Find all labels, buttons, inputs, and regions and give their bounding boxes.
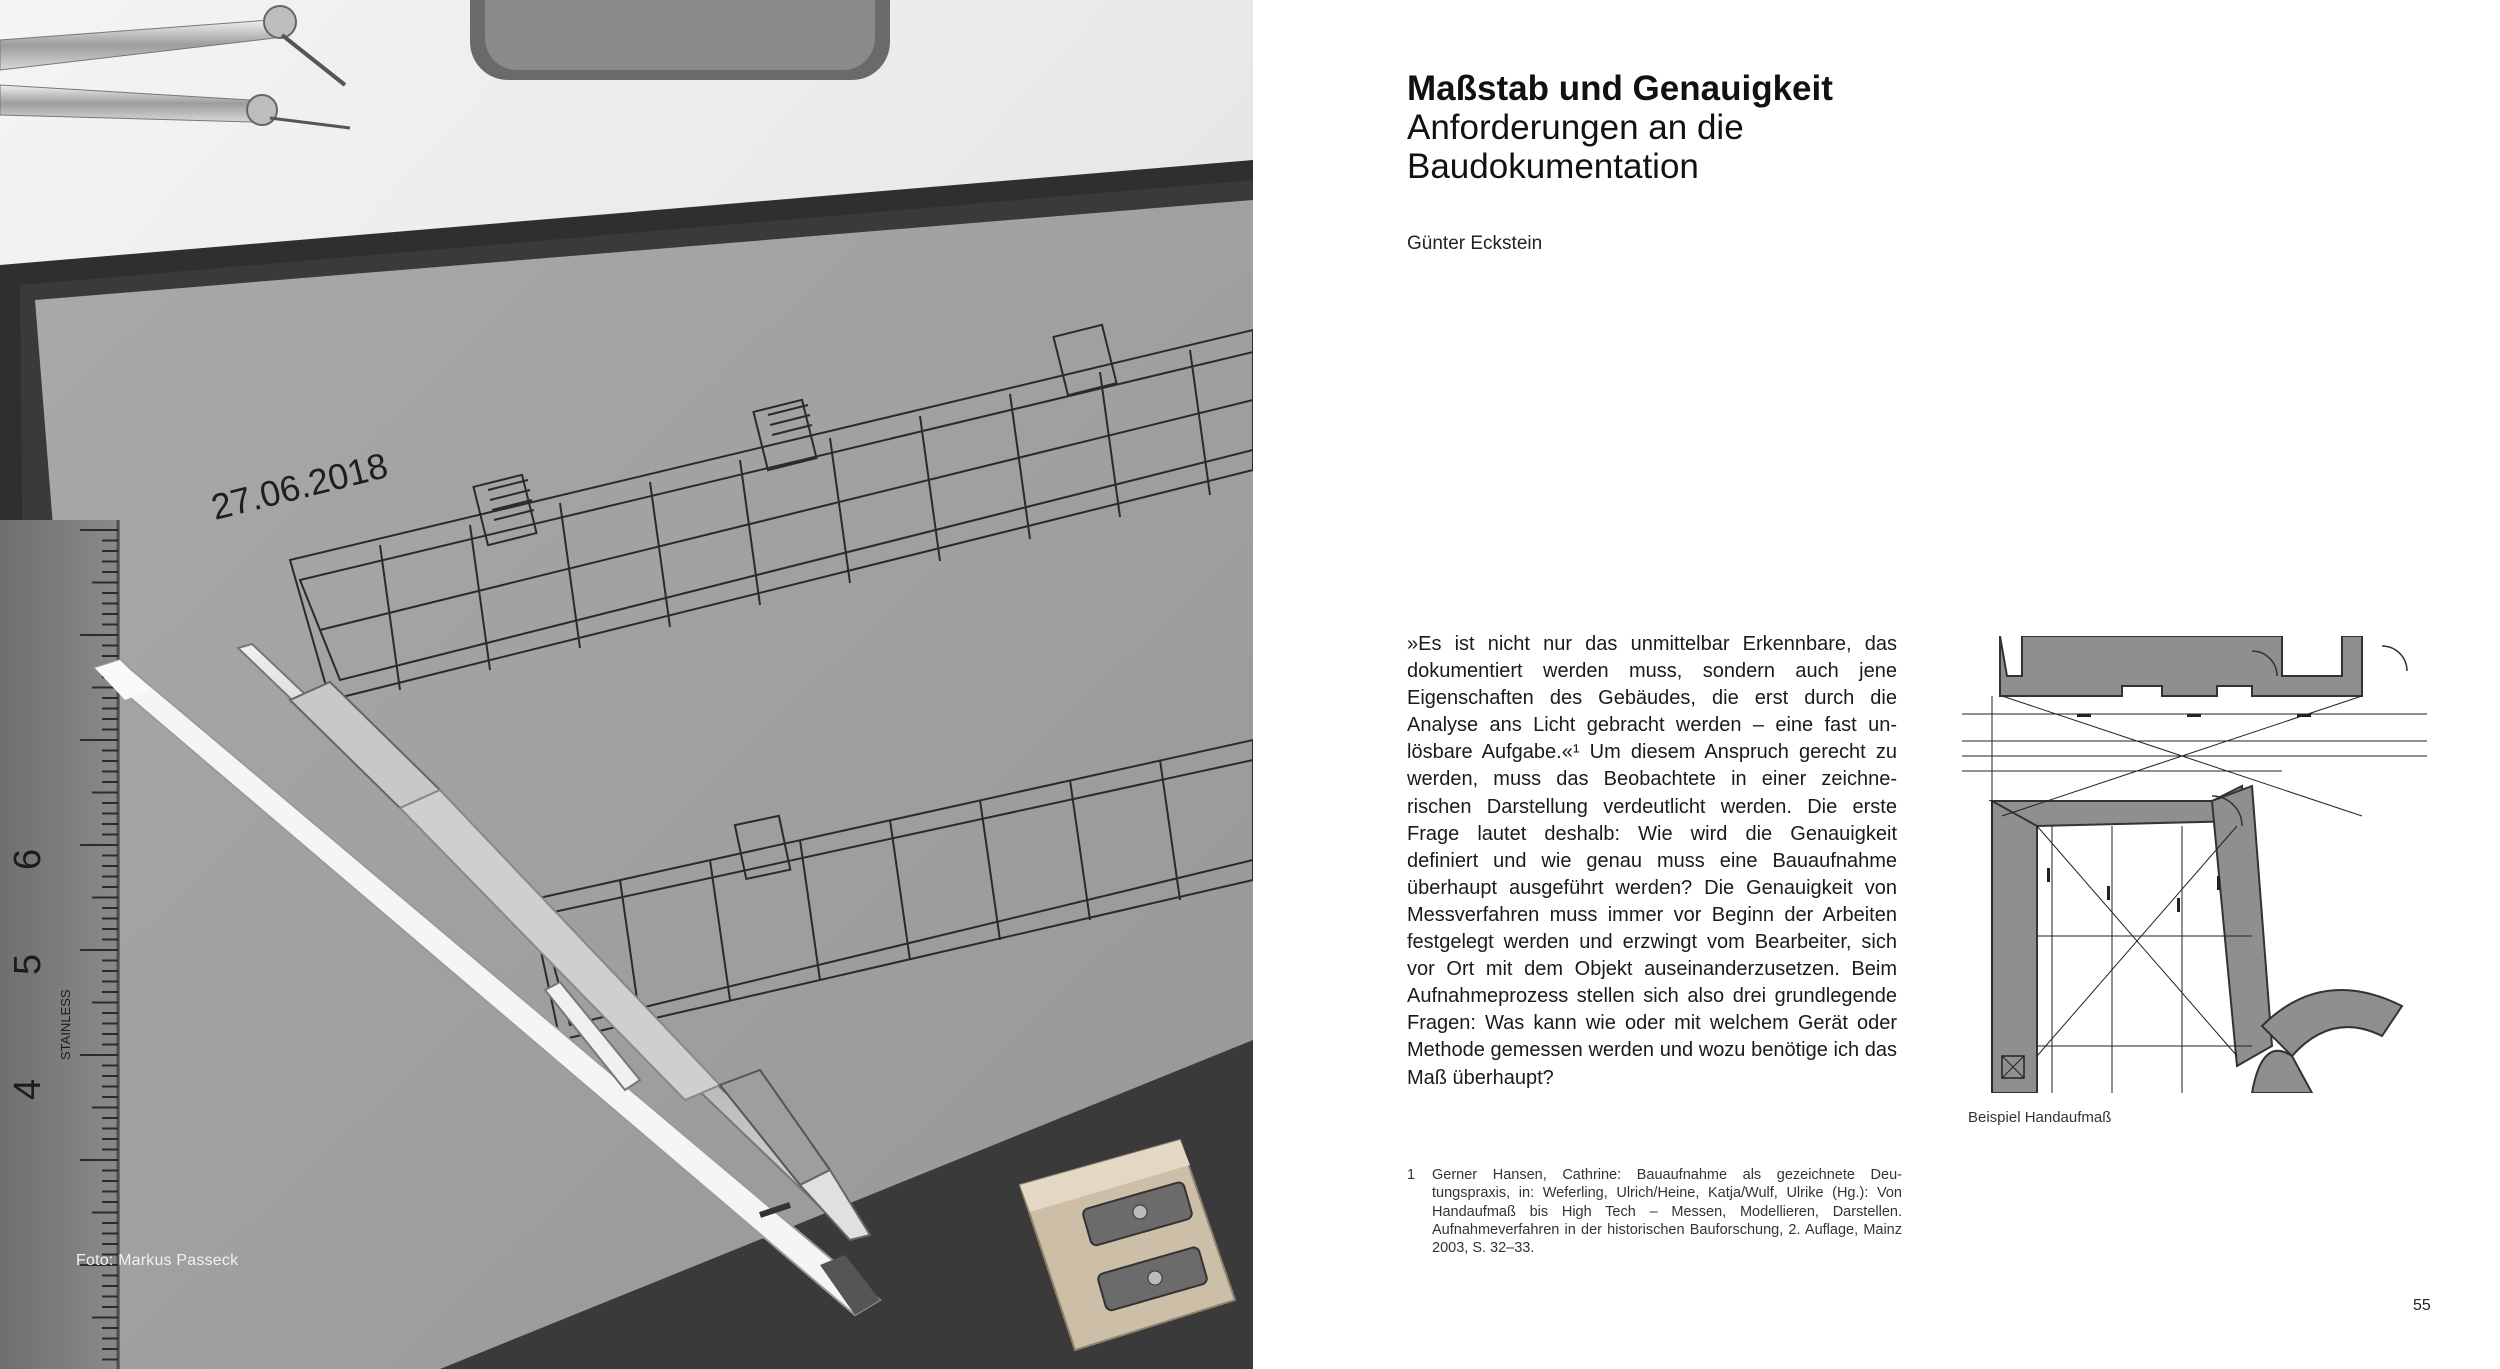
ruler-number-4: 4 xyxy=(7,1078,49,1100)
page-number: 55 xyxy=(2413,1297,2431,1314)
date-stamp: 27.06.2018 xyxy=(207,444,392,528)
tin-box xyxy=(470,0,890,80)
article-author: Günter Eckstein xyxy=(1407,233,1543,254)
footnote-text: Gerner Hansen, Cathrine: Bauaufnahme als gezeichnete Deutungspraxis, in: Weferling, Ulrich/Heine, Katja/Wulf, Ulrike (Hg.): Von Handaufmaß bis High Tech – Messen, Modellieren, Darstellen. Aufnahmeverfahren in der historischen Bauforschung, 2. Auflage, Mainz 2003, S. 32–33. xyxy=(1432,1167,1902,1257)
body-paragraph: »Es ist nicht nur das unmittelbar Erkennbare, das dokumentiert werden muss, sondern auch jene Eigenschaften des Gebäudes, die erst durch die Analyse ans Licht gebracht werden – eine fast unlösbare Aufgabe.«¹ Um diesem Anspruch gerecht zu werden, muss das Beobachtete in einer zeichnerischen Darstellung verdeutlicht werden. Die erste Frage lautet deshalb: Wie wird die Genauigkeit definiert und wie genau muss eine Bauaufnahme überhaupt ausgeführt werden? Die Genauigkeit von Messverfahren muss immer vor Beginn der Arbeiten festgelegt werden und erzwingt vom Bearbeiter, sich vor Ort mit dem Objekt auseinanderzusetzen. Beim Aufnahmeprozess stellen sich also drei grundlegende Fragen: Was kann wie oder mit welchem Gerät oder Methode gemessen werden und wozu benötige ich das Maß überhaupt? xyxy=(1407,633,1897,1089)
ruler-label: STAINLESS xyxy=(58,989,73,1060)
figure-handaufmass xyxy=(1962,636,2427,1093)
article-title: Maßstab und Genauigkeit xyxy=(1407,69,1833,108)
photo-credit: Foto: Markus Passeck xyxy=(76,1252,239,1269)
steel-ruler xyxy=(0,520,120,1369)
figure-caption: Beispiel Handaufmaß xyxy=(1968,1109,2112,1126)
footnote-number: 1 xyxy=(1407,1167,1416,1183)
ruler-number-6: 6 xyxy=(7,848,49,870)
ruler-number-5: 5 xyxy=(7,953,49,975)
article-subtitle: Anforderungen an die Baudokumentation xyxy=(1407,108,1744,186)
floor-plan-sketch xyxy=(1962,636,2427,1093)
